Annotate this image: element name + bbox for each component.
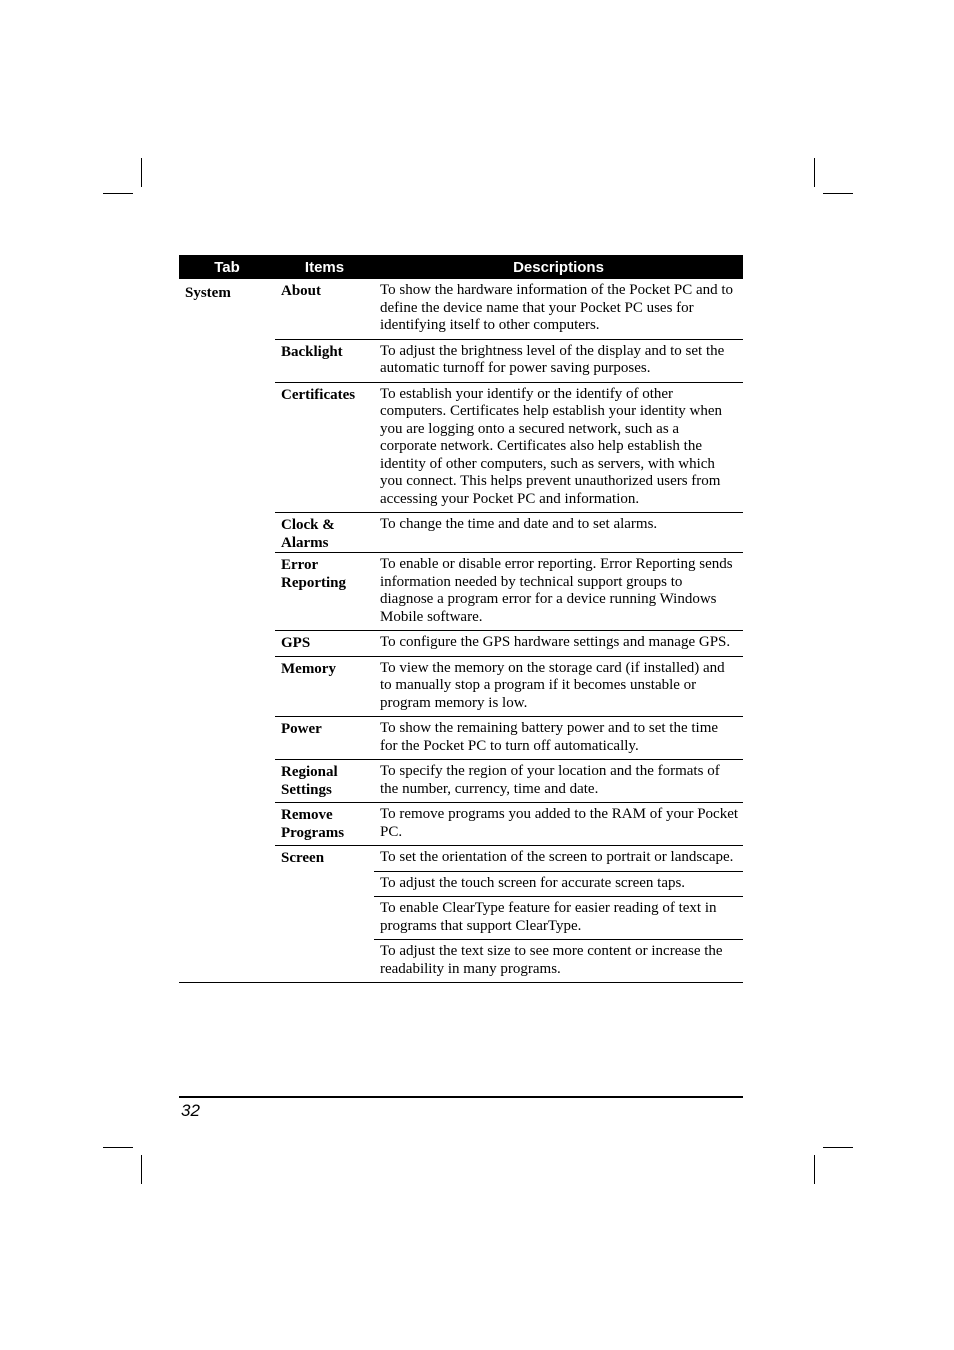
settings-table	[179, 255, 743, 983]
table-row	[275, 759, 743, 802]
description-group	[374, 340, 743, 382]
description-cell: To set the orientation of the screen to portrait or landscape.	[380, 849, 734, 865]
description-group	[374, 383, 743, 513]
table-row	[275, 552, 743, 630]
item-cell: Regional Settings	[281, 764, 338, 798]
item-cell: Screen	[281, 850, 325, 866]
item-cell: GPS	[281, 635, 311, 651]
item-cell: Clock & Alarms	[281, 517, 335, 551]
item-cell: About	[281, 283, 322, 299]
description-cell: To adjust the text size to see more content or increase the readability in many programs.	[374, 939, 743, 982]
description-cell: To change the time and date and to set alarms.	[380, 516, 658, 532]
description-group	[374, 657, 743, 717]
description-cell: To enable ClearType feature for easier reading of text in programs that support ClearType.	[374, 896, 743, 939]
description-group	[374, 846, 743, 982]
item-cell: Power	[281, 721, 322, 737]
crop-mark-top-left-v	[141, 158, 142, 187]
description-cell: To show the hardware information of the Pocket PC and to define the device name that your Pocket PC uses for identifying itself to other computers.	[380, 282, 734, 333]
description-cell: To configure the GPS hardware settings and manage GPS.	[380, 634, 731, 650]
description-cell: To adjust the touch screen for accurate screen taps.	[374, 871, 743, 897]
page-number: 32	[181, 1101, 200, 1120]
table-body	[179, 279, 743, 983]
table-row	[275, 845, 743, 982]
description-group	[374, 553, 743, 630]
description-cell: To specify the region of your location and the formats of the number, currency, time and date.	[380, 763, 720, 797]
description-group	[374, 279, 743, 339]
header-items: Items	[304, 258, 345, 276]
description-cell: To enable or disable error reporting. Error Reporting sends information needed by technical support groups to diagnose a program error for a device running Windows Mobile software.	[380, 556, 733, 625]
description-cell: To view the memory on the storage card (if installed) and to manually stop a program if it becomes unstable or program memory is low.	[380, 659, 725, 711]
table-rows	[275, 279, 743, 982]
table-row	[275, 279, 743, 339]
description-cell: To adjust the brightness level of the display and to set the automatic turnoff for power saving purposes.	[380, 342, 725, 376]
table-row	[275, 339, 743, 382]
crop-mark-top-right-v	[814, 158, 815, 187]
item-cell: Certificates	[281, 386, 356, 403]
footer-rule	[179, 1096, 743, 1098]
table-row	[275, 716, 743, 759]
description-group	[374, 513, 743, 552]
description-group	[374, 803, 743, 845]
item-cell: Remove Programs	[281, 807, 345, 841]
description-cell: To show the remaining battery power and to set the time for the Pocket PC to turn off automatically.	[380, 720, 719, 754]
description-cell: To remove programs you added to the RAM of your Pocket PC.	[380, 806, 739, 840]
crop-mark-bottom-right-h	[823, 1147, 853, 1148]
item-cell: Backlight	[281, 343, 343, 360]
item-cell: Memory	[281, 660, 336, 677]
crop-mark-bottom-left-v	[141, 1155, 142, 1184]
description-group	[374, 631, 743, 656]
table-row	[275, 802, 743, 845]
table-header	[179, 255, 743, 279]
table-row	[275, 656, 743, 717]
crop-mark-top-right-h	[823, 193, 853, 194]
crop-mark-top-left-h	[103, 193, 133, 194]
item-cell: Error Reporting	[281, 557, 346, 591]
table-row	[275, 512, 743, 552]
header-tab: Tab	[214, 258, 240, 276]
table-row	[275, 382, 743, 513]
description-group	[374, 760, 743, 802]
crop-mark-bottom-right-v	[814, 1155, 815, 1184]
table-row	[275, 630, 743, 656]
description-cell: To establish your identify or the identify of other computers. Certificates help establish your identity when you are logging onto a secured network, such as a corporate network. Certificates also help establish the identity of other computers, such as servers, with which you connect. This helps prevent unauthorized users from accessing your Pocket PC and information.	[380, 385, 722, 507]
header-descriptions: Descriptions	[513, 258, 604, 276]
crop-mark-bottom-left-h	[103, 1147, 133, 1148]
tab-cell: System	[185, 285, 231, 301]
description-group	[374, 717, 743, 759]
